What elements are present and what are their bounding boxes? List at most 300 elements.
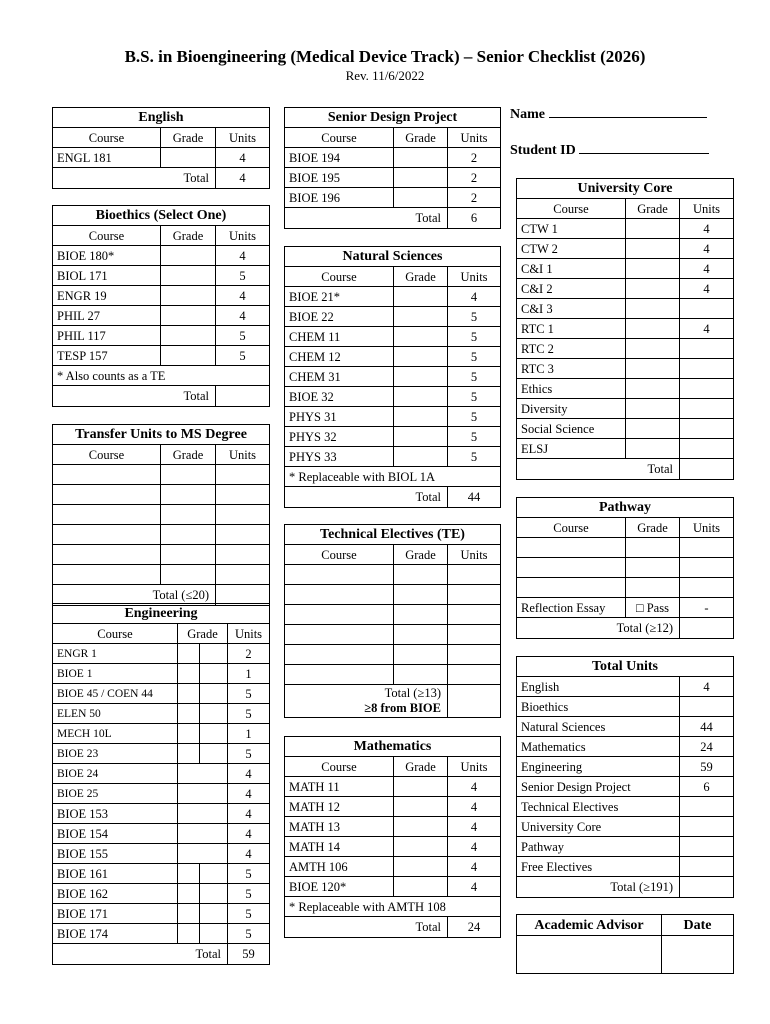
course-name: RTC 3	[521, 362, 554, 376]
course-name: C&I 3	[521, 302, 553, 316]
grade-column-header: Grade	[625, 199, 679, 218]
total-value[interactable]	[679, 877, 733, 897]
total-label: Total	[183, 389, 209, 403]
grade-cell[interactable]	[625, 419, 679, 438]
empty-course-row	[53, 545, 269, 565]
course-name: MATH 13	[289, 820, 341, 834]
course-name: ENGL 181	[57, 151, 112, 165]
grade-cell[interactable]	[160, 525, 215, 544]
course-name: CHEM 31	[289, 370, 341, 384]
grade-cell[interactable]	[625, 259, 679, 278]
course-name: BIOE 174	[57, 927, 109, 941]
total-value[interactable]: 44	[447, 487, 500, 507]
course-row	[285, 447, 500, 467]
category-units[interactable]: 59	[679, 757, 733, 776]
units-value: 5	[227, 884, 269, 903]
units-cell[interactable]	[447, 605, 500, 624]
course-row	[53, 844, 269, 864]
course-row	[285, 367, 500, 387]
grade-cell[interactable]	[625, 558, 679, 577]
units-value: 1	[227, 724, 269, 743]
category-units[interactable]: 4	[679, 677, 733, 696]
mathematics-table	[284, 736, 501, 938]
units-cell[interactable]	[447, 625, 500, 644]
total-row	[517, 459, 733, 479]
course-row	[285, 327, 500, 347]
grade-cell[interactable]	[160, 148, 215, 167]
course-column-header: Course	[321, 548, 357, 562]
course-name: MECH 10L	[57, 728, 112, 740]
table-title-row	[285, 108, 500, 128]
course-row	[53, 764, 269, 784]
total-units-row	[517, 737, 733, 757]
grade-cell[interactable]	[393, 857, 447, 876]
grade-cell[interactable]	[177, 684, 227, 703]
total-units-row	[517, 817, 733, 837]
course-row	[517, 319, 733, 339]
advisor-header-row	[517, 915, 733, 936]
empty-course-row	[53, 565, 269, 585]
grade-cell[interactable]	[393, 168, 447, 187]
column-header-row	[517, 518, 733, 538]
total-value[interactable]	[447, 685, 500, 717]
units-cell[interactable]	[447, 665, 500, 684]
grade-cell[interactable]	[177, 724, 227, 743]
empty-course-row	[53, 505, 269, 525]
grade-cell[interactable]	[625, 379, 679, 398]
total-value[interactable]	[679, 459, 733, 479]
empty-course-row	[53, 465, 269, 485]
category-label: Mathematics	[521, 740, 586, 754]
course-row	[517, 399, 733, 419]
course-cell[interactable]	[53, 465, 160, 484]
total-value[interactable]	[215, 386, 269, 406]
grade-cell[interactable]	[393, 307, 447, 326]
course-cell[interactable]	[517, 558, 625, 577]
grade-cell[interactable]	[625, 359, 679, 378]
course-name: C&I 1	[521, 262, 553, 276]
course-name: BIOE 23	[57, 748, 99, 760]
total-row	[53, 585, 269, 605]
course-row	[517, 359, 733, 379]
units-value	[679, 439, 733, 458]
transfer-units-table	[52, 424, 270, 606]
units-value: 4	[679, 239, 733, 258]
total-label: Total	[647, 462, 673, 476]
column-header-row	[53, 624, 269, 644]
course-cell[interactable]	[517, 538, 625, 557]
course-name: MATH 14	[289, 840, 341, 854]
units-value: 4	[447, 797, 500, 816]
total-row	[285, 208, 500, 228]
grade-cell[interactable]	[177, 904, 227, 923]
grade-cell[interactable]	[177, 664, 227, 683]
grade-cell[interactable]	[625, 578, 679, 597]
course-row	[53, 346, 269, 366]
units-value: 5	[447, 367, 500, 386]
units-value: 4	[447, 287, 500, 306]
course-row	[285, 307, 500, 327]
units-column-header: Units	[215, 128, 269, 147]
grade-cell[interactable]	[177, 644, 227, 663]
course-name: BIOE 154	[57, 827, 109, 841]
category-units[interactable]	[679, 837, 733, 856]
category-units[interactable]	[679, 797, 733, 816]
course-name: CHEM 11	[289, 330, 341, 344]
units-cell[interactable]	[447, 585, 500, 604]
course-name: BIOE 162	[57, 887, 109, 901]
table-title: Engineering	[124, 606, 198, 621]
units-cell[interactable]	[215, 505, 269, 524]
course-name: BIOE 195	[289, 171, 341, 185]
units-cell[interactable]	[447, 565, 500, 584]
grade-cell[interactable]	[393, 287, 447, 306]
units-cell[interactable]	[447, 645, 500, 664]
total-label: Total	[195, 947, 221, 961]
units-value: 4	[215, 286, 269, 305]
empty-course-row	[285, 645, 500, 665]
course-row	[53, 724, 269, 744]
total-row	[285, 917, 500, 937]
course-name: BIOE 32	[289, 390, 334, 404]
course-name: BIOE 161	[57, 867, 109, 881]
units-value: 4	[227, 824, 269, 843]
grade-cell[interactable]	[160, 465, 215, 484]
category-units[interactable]: 44	[679, 717, 733, 736]
category-label: Senior Design Project	[521, 780, 631, 794]
grade-cell[interactable]	[393, 877, 447, 896]
course-cell[interactable]	[53, 485, 160, 504]
university-core-table	[516, 178, 734, 480]
grade-cell[interactable]	[393, 605, 447, 624]
grade-cell[interactable]	[177, 744, 227, 763]
grade-column-header: Grade	[160, 445, 215, 464]
course-name: BIOE 22	[289, 310, 334, 324]
name-input-line[interactable]	[549, 117, 707, 118]
units-value: 4	[215, 246, 269, 265]
grade-cell[interactable]	[177, 804, 227, 823]
units-value: 5	[227, 684, 269, 703]
units-value: 2	[447, 148, 500, 167]
grade-cell[interactable]	[160, 485, 215, 504]
table-title: Bioethics (Select One)	[95, 208, 227, 223]
advisor-signature-field[interactable]	[517, 936, 661, 973]
course-row	[53, 644, 269, 664]
table-title: Total Units	[591, 659, 658, 674]
grade-cell[interactable]	[177, 784, 227, 803]
units-cell[interactable]	[215, 525, 269, 544]
units-value	[679, 379, 733, 398]
grade-cell[interactable]	[393, 387, 447, 406]
grade-cell[interactable]	[393, 447, 447, 466]
grade-cell[interactable]	[625, 239, 679, 258]
units-cell[interactable]	[215, 545, 269, 564]
course-row	[285, 817, 500, 837]
category-label: University Core	[521, 820, 602, 834]
course-name: BIOE 180*	[57, 249, 115, 263]
footnote-row	[285, 467, 500, 487]
category-units[interactable]	[679, 697, 733, 716]
total-label: Total (≥191)	[610, 880, 673, 894]
category-label: English	[521, 680, 560, 694]
course-row	[53, 704, 269, 724]
total-row	[517, 877, 733, 897]
course-row	[517, 439, 733, 459]
total-units-row	[517, 697, 733, 717]
student-id-label: Student ID	[510, 143, 576, 158]
category-units[interactable]: 6	[679, 777, 733, 796]
grade-cell[interactable]	[160, 545, 215, 564]
course-name: BIOE 21*	[289, 290, 341, 304]
units-value: 4	[447, 777, 500, 796]
course-row	[285, 427, 500, 447]
grade-cell[interactable]	[160, 246, 215, 265]
total-label: Total (≤20)	[152, 588, 209, 602]
grade-cell[interactable]	[160, 306, 215, 325]
course-name: PHYS 31	[289, 410, 337, 424]
grade-cell[interactable]	[393, 347, 447, 366]
total-value[interactable]: 4	[215, 168, 269, 188]
page-title: B.S. in Bioengineering (Medical Device Track) – Senior Checklist (2026)	[124, 47, 646, 66]
total-row	[285, 487, 500, 507]
units-column-header: Units	[447, 757, 500, 776]
course-name: BIOE 25	[57, 788, 99, 800]
technical-electives-table	[284, 524, 501, 718]
table-title: Mathematics	[353, 739, 432, 754]
course-cell[interactable]	[285, 585, 393, 604]
course-row	[285, 837, 500, 857]
date-field[interactable]	[661, 936, 733, 973]
units-value: 1	[227, 664, 269, 683]
course-row	[285, 287, 500, 307]
course-row	[53, 744, 269, 764]
course-name: RTC 1	[521, 322, 554, 336]
units-value	[679, 399, 733, 418]
total-label: Total	[415, 211, 441, 225]
course-name: BIOE 171	[57, 907, 109, 921]
grade-cell[interactable]	[393, 427, 447, 446]
grade-cell[interactable]	[625, 538, 679, 557]
grade-cell[interactable]	[177, 764, 227, 783]
grade-cell[interactable]	[625, 339, 679, 358]
grade-cell[interactable]	[393, 367, 447, 386]
table-title-row	[53, 425, 269, 445]
total-units-row	[517, 857, 733, 877]
name-label: Name	[510, 107, 545, 122]
units-column-header: Units	[215, 226, 269, 245]
total-units-table	[516, 656, 734, 898]
grade-cell[interactable]	[393, 817, 447, 836]
grade-cell[interactable]	[177, 864, 227, 883]
grade-cell[interactable]	[393, 777, 447, 796]
grade-cell[interactable]	[160, 326, 215, 345]
units-value: 5	[227, 904, 269, 923]
category-units[interactable]	[679, 857, 733, 876]
units-cell[interactable]	[679, 558, 733, 577]
course-column-header: Course	[88, 229, 125, 243]
course-cell[interactable]	[517, 578, 625, 597]
units-value: 4	[679, 219, 733, 238]
units-column-header: Units	[447, 545, 500, 564]
grade-cell[interactable]	[160, 505, 215, 524]
category-label: Bioethics	[521, 700, 569, 714]
course-row	[53, 864, 269, 884]
academic-advisor-table	[516, 914, 734, 974]
units-value: 5	[447, 387, 500, 406]
units-value: 4	[447, 837, 500, 856]
student-id-field[interactable]	[510, 143, 709, 159]
course-name: MATH 12	[289, 800, 341, 814]
grade-cell[interactable]	[393, 188, 447, 207]
grade-cell[interactable]	[393, 645, 447, 664]
grade-cell[interactable]	[393, 585, 447, 604]
course-row	[285, 168, 500, 188]
grade-cell[interactable]	[393, 407, 447, 426]
course-cell[interactable]	[53, 505, 160, 524]
grade-cell[interactable]	[393, 565, 447, 584]
units-cell[interactable]	[215, 485, 269, 504]
units-value: 5	[227, 704, 269, 723]
footnote-row	[53, 366, 269, 386]
course-row	[53, 884, 269, 904]
grade-cell[interactable]	[393, 148, 447, 167]
grade-cell[interactable]	[625, 219, 679, 238]
category-label: Technical Electives	[521, 800, 619, 814]
grade-column-header: Grade	[625, 518, 679, 537]
empty-course-row	[53, 485, 269, 505]
course-row	[517, 259, 733, 279]
grade-cell[interactable]	[393, 665, 447, 684]
course-row	[285, 777, 500, 797]
pass-checkbox[interactable]: □ Pass	[625, 598, 679, 617]
table-title: University Core	[577, 181, 673, 196]
grade-cell[interactable]	[625, 319, 679, 338]
course-row	[53, 148, 269, 168]
course-row	[53, 804, 269, 824]
grade-cell[interactable]	[625, 299, 679, 318]
course-name: BIOE 45 / COEN 44	[57, 688, 153, 700]
pathway-table	[516, 497, 734, 639]
course-cell[interactable]	[285, 625, 393, 644]
course-name: CTW 1	[521, 222, 558, 236]
course-column-header: Course	[97, 627, 133, 641]
category-units[interactable]	[679, 817, 733, 836]
empty-course-row	[517, 578, 733, 598]
course-cell[interactable]	[53, 565, 160, 584]
grade-cell[interactable]	[177, 924, 227, 943]
grade-column-header: Grade	[393, 267, 447, 286]
units-cell[interactable]	[679, 538, 733, 557]
course-cell[interactable]	[285, 665, 393, 684]
grade-cell[interactable]	[160, 346, 215, 365]
units-value: 2	[447, 188, 500, 207]
units-value: 4	[447, 857, 500, 876]
units-value: 5	[227, 864, 269, 883]
course-row	[517, 379, 733, 399]
column-header-row	[53, 445, 269, 465]
student-name-field[interactable]	[510, 107, 707, 123]
course-name: PHYS 33	[289, 450, 337, 464]
total-label: Total	[183, 171, 209, 185]
units-value: 5	[447, 347, 500, 366]
course-row	[517, 219, 733, 239]
total-value[interactable]	[215, 585, 269, 605]
units-column-header: Units	[227, 624, 269, 643]
units-value: 5	[215, 266, 269, 285]
grade-cell[interactable]	[393, 625, 447, 644]
units-value: 4	[215, 148, 269, 167]
units-value: 4	[227, 764, 269, 783]
course-name: TESP 157	[57, 349, 108, 363]
course-column-header: Course	[88, 131, 125, 145]
units-cell[interactable]	[215, 465, 269, 484]
grade-cell[interactable]	[177, 824, 227, 843]
grade-cell[interactable]	[160, 266, 215, 285]
grade-cell[interactable]	[625, 439, 679, 458]
course-row	[285, 387, 500, 407]
units-cell[interactable]	[215, 565, 269, 584]
units-cell[interactable]	[679, 578, 733, 597]
grade-cell[interactable]	[177, 844, 227, 863]
course-name: Diversity	[521, 402, 568, 416]
units-column-header: Units	[447, 128, 500, 147]
table-title-row	[517, 179, 733, 199]
grade-cell[interactable]	[625, 279, 679, 298]
grade-cell[interactable]	[160, 565, 215, 584]
units-value: 2	[447, 168, 500, 187]
table-title: English	[138, 110, 184, 125]
course-name: MATH 11	[289, 780, 340, 794]
grade-cell[interactable]	[177, 704, 227, 723]
units-value: 4	[679, 319, 733, 338]
units-value	[679, 419, 733, 438]
category-label: Pathway	[521, 840, 565, 854]
category-units[interactable]: 24	[679, 737, 733, 756]
course-cell[interactable]	[285, 565, 393, 584]
course-cell[interactable]	[285, 605, 393, 624]
grade-cell[interactable]	[625, 399, 679, 418]
grade-cell[interactable]	[393, 797, 447, 816]
total-value[interactable]: 24	[447, 917, 500, 937]
units-value: 5	[447, 447, 500, 466]
course-cell[interactable]	[53, 545, 160, 564]
student-id-input-line[interactable]	[579, 153, 709, 154]
course-cell[interactable]	[53, 525, 160, 544]
course-row	[53, 664, 269, 684]
total-label: Total (≥12)	[616, 621, 673, 635]
grade-cell[interactable]	[177, 884, 227, 903]
course-row	[517, 339, 733, 359]
course-cell[interactable]	[285, 645, 393, 664]
total-units-row	[517, 837, 733, 857]
empty-course-row	[53, 525, 269, 545]
grade-cell[interactable]	[393, 837, 447, 856]
grade-column-header: Grade	[177, 624, 227, 643]
date-label: Date	[661, 915, 733, 935]
total-value[interactable]: 59	[227, 944, 269, 964]
category-label: Free Electives	[521, 860, 593, 874]
units-column-header: Units	[679, 199, 733, 218]
category-label: Natural Sciences	[521, 720, 606, 734]
grade-column-header: Grade	[393, 757, 447, 776]
total-value[interactable]: 6	[447, 208, 500, 228]
units-value: 5	[215, 326, 269, 345]
grade-cell[interactable]	[393, 327, 447, 346]
course-name: PHIL 117	[57, 329, 106, 343]
grade-cell[interactable]	[160, 286, 215, 305]
total-value[interactable]	[679, 618, 733, 638]
footnote: * Replaceable with AMTH 108	[289, 900, 446, 914]
